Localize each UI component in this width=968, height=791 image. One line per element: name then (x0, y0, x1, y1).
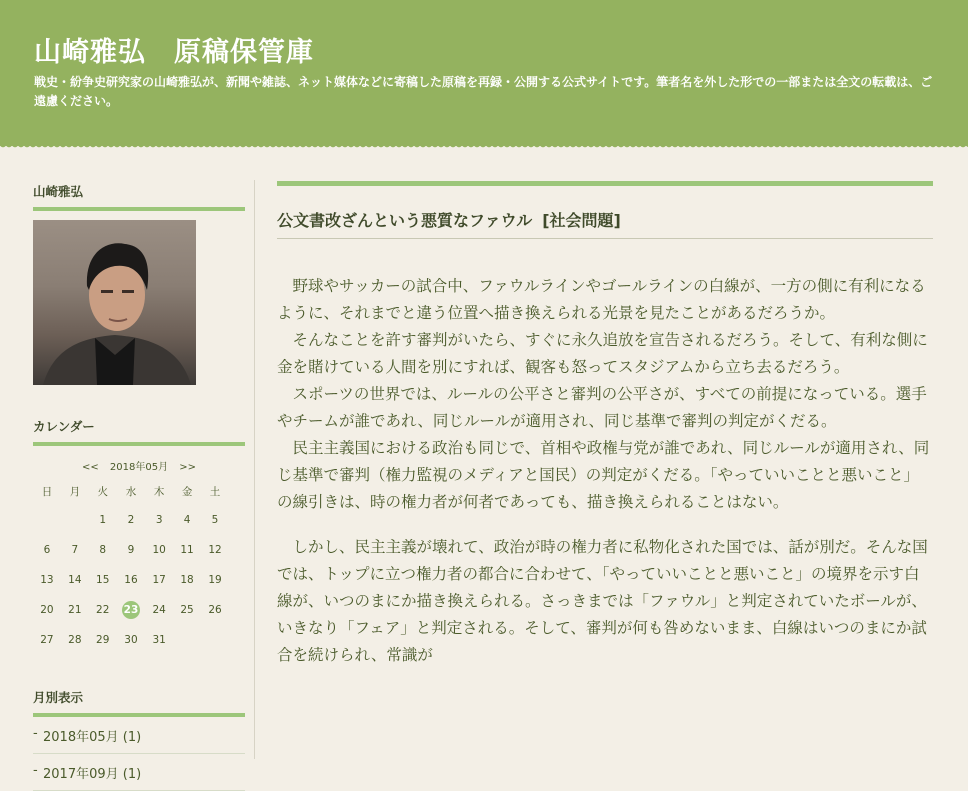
main-content (277, 181, 933, 669)
calendar-day: 8 (99, 544, 107, 556)
post-body (277, 273, 933, 669)
calendar-month-label: 2018年05月 (109, 462, 169, 473)
post-paragraph: そんなことを許す審判がいたら、すぐに永久追放を宣告されるだろう。そして、有利な側に金を賭けている人間を別にすれば、観客も怒ってスタジアムから立ち去るだろう。 (277, 331, 928, 376)
calendar-weekday: 火 (97, 485, 108, 498)
archive-heading: 月別表示 (33, 688, 245, 717)
calendar-body (33, 505, 229, 655)
profile-photo[interactable] (33, 220, 196, 385)
archive-list (33, 717, 245, 791)
archive-item[interactable]: - 2018年05月 (1) (33, 717, 245, 754)
archive-item[interactable]: - 2017年09月 (1) (33, 754, 245, 791)
sidebar (33, 182, 245, 791)
calendar-week (33, 535, 229, 565)
calendar-day: 15 (96, 574, 110, 586)
calendar-day: 16 (124, 574, 138, 586)
calendar-day: 12 (208, 544, 222, 556)
post-title (277, 186, 933, 239)
calendar-weekday: 水 (125, 485, 137, 498)
calendar-day: 19 (208, 574, 222, 586)
calendar-day (33, 505, 61, 535)
calendar-day: 1 (99, 514, 107, 526)
calendar-day: 7 (71, 544, 79, 556)
calendar-weekday-row (33, 477, 229, 505)
calendar-day: 21 (68, 604, 82, 616)
calendar-week (33, 565, 229, 595)
calendar-table (33, 477, 229, 655)
post-paragraph: スポーツの世界では、ルールの公平さと審判の公平さが、すべての前提になっている。選手やチームが誰であれ、同じルールが適用され、同じ基準で審判の判定がくだる。 (277, 385, 927, 430)
calendar-day: 28 (68, 634, 82, 646)
post-paragraph: 民主主義国における政治も同じで、首相や政権与党が誰であれ、同じルールが適用され、同じ基準で審判（権力監視のメディアと国民）の判定がくだる。「やっていいことと悪いこと」の線引きは、時の権力者が何者であっても、描き換えられることはない。 (277, 439, 930, 511)
calendar-day: 25 (180, 604, 194, 616)
calendar-day: 5 (211, 514, 219, 526)
calendar-heading: カレンダー (33, 417, 245, 446)
calendar-day (61, 505, 89, 535)
calendar-prev-link[interactable]: << (81, 462, 99, 473)
calendar-day: 30 (124, 634, 138, 646)
calendar-day: 24 (152, 604, 166, 616)
calendar-nav (33, 458, 245, 473)
calendar-day: 17 (152, 574, 166, 586)
calendar-day: 10 (152, 544, 166, 556)
profile-widget (33, 182, 245, 385)
calendar-day: 20 (40, 604, 54, 616)
calendar-day: 13 (40, 574, 54, 586)
calendar-day: 14 (68, 574, 82, 586)
calendar-day (117, 595, 146, 625)
calendar-day: 11 (180, 544, 194, 556)
post-title-text[interactable]: 公文書改ざんという悪質なファウル (277, 211, 533, 230)
calendar-widget (33, 417, 245, 655)
calendar-day: 22 (96, 604, 110, 616)
site-description: 戦史・紛争史研究家の山崎雅弘が、新聞や雑誌、ネット媒体などに寄稿した原稿を再録・公開する公式サイトです。筆者名を外した形での一部または全文の転載は、ご遠慮ください。 (34, 75, 933, 108)
post-paragraph: しかし、民主主義が壊れて、政治が時の権力者に私物化された国では、話が別だ。そんな国では、トップに立つ権力者の都合に合わせて、「やっていいことと悪いこと」の境界を示す白線が、いつのまにか描き換えられる。さっきまでは「ファウル」と判定されていたボールが、いきなり「フェア」と判定される。そして、審判が何も咎めないまま、白線はいつのまにか試合を続けられ、常識が (277, 538, 928, 664)
site-title[interactable]: 山崎雅弘 原稿保管庫 (34, 37, 314, 68)
calendar-day: 26 (208, 604, 222, 616)
calendar-weekday: 日 (41, 485, 53, 498)
calendar-weekday: 木 (153, 485, 165, 498)
calendar-week (33, 595, 229, 625)
calendar-week (33, 625, 229, 655)
calendar-day: 9 (127, 544, 135, 556)
calendar-day-link[interactable]: 23 (122, 601, 140, 619)
calendar-day (201, 625, 229, 655)
calendar-day: 18 (180, 574, 194, 586)
calendar-day (173, 625, 201, 655)
calendar-next-link[interactable]: >> (179, 462, 197, 473)
column-divider (254, 180, 255, 759)
calendar-day: 31 (152, 634, 166, 646)
calendar-day: 27 (40, 634, 54, 646)
calendar-day: 2 (127, 514, 135, 526)
profile-heading: 山崎雅弘 (33, 182, 245, 211)
calendar-weekday: 月 (69, 485, 81, 498)
calendar-day: 3 (155, 514, 163, 526)
archive-widget (33, 688, 245, 791)
post-category-link[interactable]: [社会問題] (542, 211, 621, 230)
calendar-day: 4 (183, 514, 191, 526)
calendar-weekday: 土 (209, 485, 221, 498)
post-paragraph: 野球やサッカーの試合中、ファウルラインやゴールラインの白線が、一方の側に有利になるように、それまでと違う位置へ描き換えられる光景を見たことがあるだろうか。 (277, 277, 926, 322)
calendar-day: 6 (43, 544, 51, 556)
site-header (0, 0, 968, 146)
calendar-day: 29 (96, 634, 110, 646)
calendar-week (33, 505, 229, 535)
calendar-weekday: 金 (181, 485, 193, 498)
